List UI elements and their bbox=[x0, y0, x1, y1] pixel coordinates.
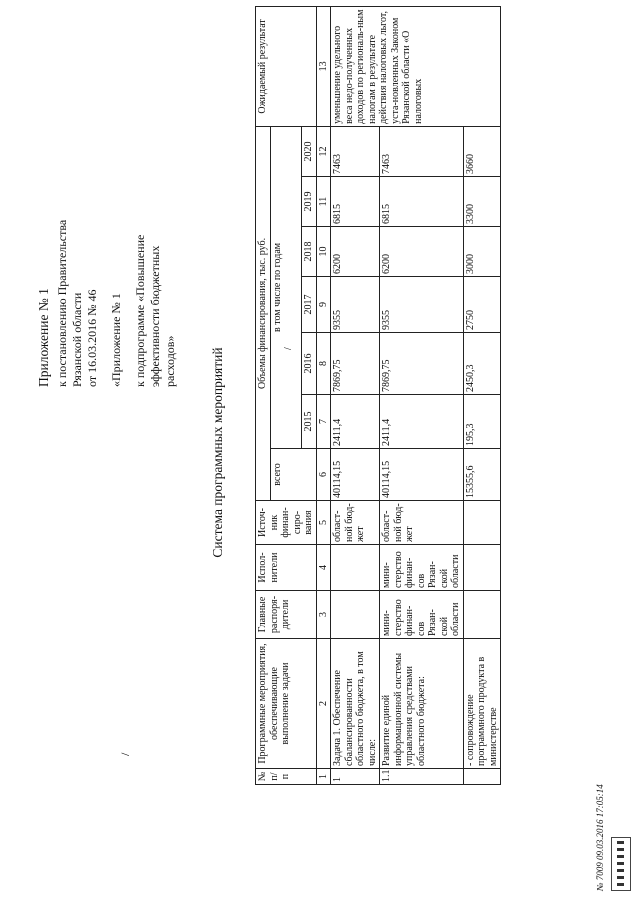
column-number: 11 bbox=[316, 177, 331, 227]
column-number: 12 bbox=[316, 126, 331, 176]
header-year: 2018 bbox=[302, 227, 317, 277]
header-executors: Испол-нители bbox=[256, 545, 317, 591]
column-number: 6 bbox=[316, 449, 331, 501]
row-2017: 9355 bbox=[380, 277, 464, 333]
row-executor bbox=[331, 545, 380, 591]
row-2020: 7463 bbox=[380, 126, 464, 176]
column-number: 13 bbox=[316, 6, 331, 126]
header-year: 2019 bbox=[302, 177, 317, 227]
column-number: 9 bbox=[316, 277, 331, 333]
registration-stamp: № 7009 09.03.2016 17:05:14 bbox=[595, 784, 605, 891]
row-source: област-ной бюд-жет bbox=[331, 501, 380, 545]
header-funding: Объемы финансирования, тыс. руб. bbox=[256, 126, 271, 500]
subprogram-line: к подпрограмме «Повышение bbox=[133, 234, 147, 387]
column-number: 5 bbox=[316, 501, 331, 545]
header-result: Ожидаемый результат bbox=[256, 6, 317, 126]
row-2015: 195,3 bbox=[463, 395, 501, 449]
header-by-years: в том числе по годам bbox=[270, 126, 302, 448]
row-manager: мини-стерство финан-сов Рязан-ской области bbox=[380, 591, 464, 639]
column-number: 10 bbox=[316, 227, 331, 277]
appendix-number: Приложение № 1 bbox=[36, 288, 51, 387]
decree-line: Рязанской области bbox=[70, 292, 84, 387]
decree-line: к постановлению Правительства bbox=[55, 219, 69, 387]
barcode-icon bbox=[611, 837, 631, 891]
header-year: 2015 bbox=[302, 395, 317, 449]
table-row bbox=[331, 6, 380, 784]
header-measures: Программные мероприятия, обеспечивающие выполнение задачи bbox=[256, 639, 317, 769]
row-2020: 3660 bbox=[463, 126, 501, 176]
header-year: 2016 bbox=[302, 333, 317, 395]
row-manager bbox=[463, 591, 501, 639]
expected-result: уменьшение удельного веса недо-полученных доходов по региональ-ным налогам в результате действия налоговых льгот, уста-новленных Законом Рязанской области «О налоговых bbox=[331, 6, 501, 126]
header-source: Источ-ник финан-сиро-вания bbox=[256, 501, 317, 545]
row-total: 40114,15 bbox=[380, 449, 464, 501]
row-total: 40114,15 bbox=[331, 449, 380, 501]
header-managers: Главные распоря-дители bbox=[256, 591, 317, 639]
header-num: № п/п bbox=[256, 769, 317, 785]
subprogram-line: расходов» bbox=[163, 335, 177, 387]
row-source: област-ной бюд-жет bbox=[380, 501, 464, 545]
row-total: 15355,6 bbox=[463, 449, 501, 501]
header-year: 2017 bbox=[302, 277, 317, 333]
header-year: 2020 bbox=[302, 126, 317, 176]
column-number: 4 bbox=[316, 545, 331, 591]
row-manager bbox=[331, 591, 380, 639]
row-2015: 2411,4 bbox=[331, 395, 380, 449]
row-num: 1.1 bbox=[380, 769, 464, 785]
document-title: Система программных мероприятий bbox=[210, 347, 225, 558]
row-2017: 2750 bbox=[463, 277, 501, 333]
column-number: 3 bbox=[316, 591, 331, 639]
header-total: всего bbox=[270, 449, 316, 501]
subprogram-line: эффективности бюджетных bbox=[148, 245, 162, 387]
row-measure: Задача 1. Обеспечение сбалансированности областного бюджета, в том числе: bbox=[331, 639, 380, 769]
row-2019: 3300 bbox=[463, 177, 501, 227]
row-2020: 7463 bbox=[331, 126, 380, 176]
row-num: 1 bbox=[331, 769, 380, 785]
stray-mark: / bbox=[118, 752, 132, 756]
row-2019: 6815 bbox=[380, 177, 464, 227]
row-2018: 3000 bbox=[463, 227, 501, 277]
row-measure: - сопровождение программного продукта в министерстве bbox=[463, 639, 501, 769]
column-number: 7 bbox=[316, 395, 331, 449]
row-2016: 7869,75 bbox=[380, 333, 464, 395]
appendix-quote: «Приложение № 1 bbox=[109, 293, 123, 387]
row-2019: 6815 bbox=[331, 177, 380, 227]
row-num bbox=[463, 769, 501, 785]
column-number-row bbox=[316, 6, 331, 784]
row-2015: 2411,4 bbox=[380, 395, 464, 449]
row-measure: Развитие единой информационной системы управления средствами областного бюджета: bbox=[380, 639, 464, 769]
decree-date: от 16.03.2016 № 46 bbox=[85, 289, 99, 387]
column-number: 8 bbox=[316, 333, 331, 395]
row-source bbox=[463, 501, 501, 545]
table-header-row bbox=[256, 6, 271, 784]
row-2016: 7869,75 bbox=[331, 333, 380, 395]
column-number: 1 bbox=[316, 769, 331, 785]
row-executor: мини-стерство финан-сов Рязан-ской области bbox=[380, 545, 464, 591]
measures-table bbox=[255, 6, 501, 785]
column-number: 2 bbox=[316, 639, 331, 769]
row-2017: 9355 bbox=[331, 277, 380, 333]
appendix-header bbox=[36, 27, 178, 387]
row-2016: 2450,3 bbox=[463, 333, 501, 395]
row-executor bbox=[463, 545, 501, 591]
stray-mark: / bbox=[283, 347, 294, 350]
row-2018: 6200 bbox=[331, 227, 380, 277]
row-2018: 6200 bbox=[380, 227, 464, 277]
